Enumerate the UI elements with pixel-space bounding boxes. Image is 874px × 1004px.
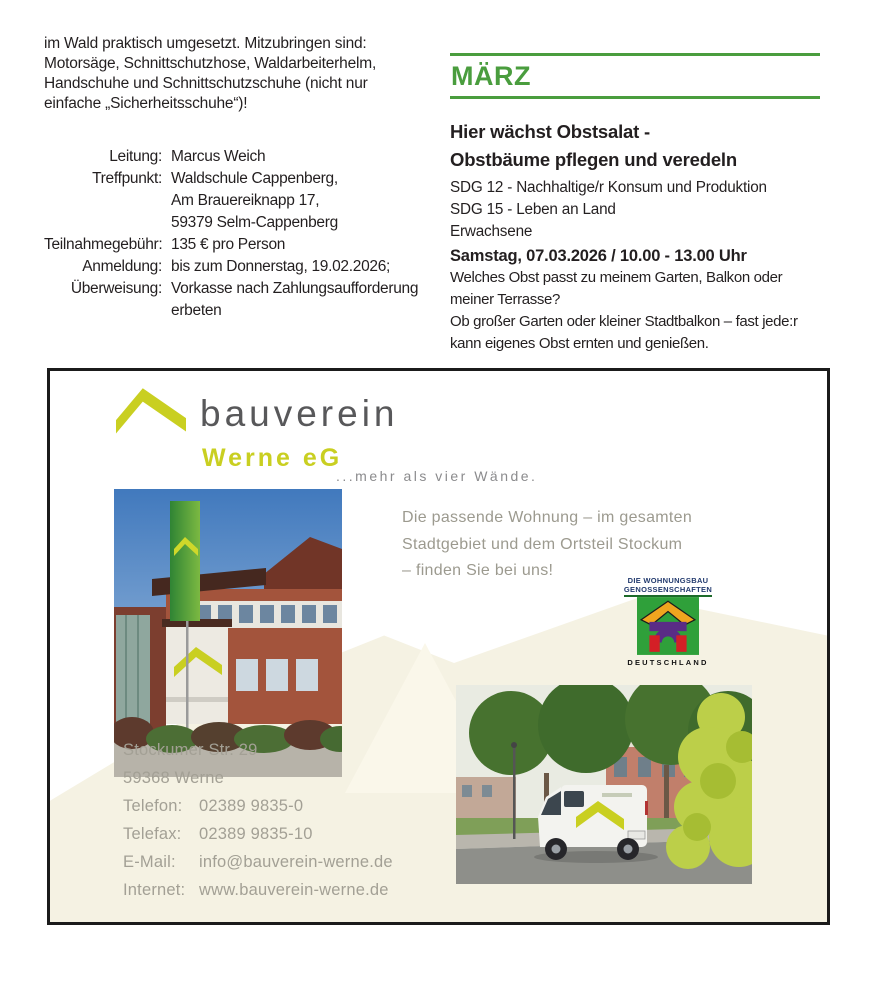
event-title <box>450 118 824 174</box>
detail-value: Marcus Weich <box>171 148 266 165</box>
month-heading: MÄRZ <box>451 61 531 91</box>
ad-contact-block <box>123 736 393 904</box>
ad-tagline-line: – finden Sie bei uns! <box>402 562 554 579</box>
detail-value: bis zum Donnerstag, 19.02.2026; <box>171 258 391 275</box>
wb-logo-line2: GENOSSENSCHAFTEN <box>616 585 720 594</box>
ad-address <box>123 736 393 792</box>
contact-value: 02389 9835-10 <box>199 825 313 843</box>
detail-label: Treffpunkt: <box>92 170 162 187</box>
ad-tagline-line: Die passende Wohnung – im gesamten <box>402 509 693 526</box>
contact-row <box>123 792 393 820</box>
event-description-line: kann eigenes Obst ernten und genießen. <box>450 335 709 352</box>
event-entry <box>450 118 824 355</box>
contact-label: Internet: <box>123 881 186 899</box>
contact-value: www.bauverein-werne.de <box>199 881 389 899</box>
event-title-line: Obstbäume pflegen und veredeln <box>450 149 737 170</box>
intro-paragraph <box>44 34 442 114</box>
right-column <box>450 0 824 355</box>
intro-line: im Wald praktisch umgesetzt. Mitzubringen sind: <box>44 35 367 52</box>
contact-row <box>123 820 393 848</box>
detail-row <box>44 256 442 278</box>
intro-line: Handschuhe und Schnittschutzschuhe (nicht nur <box>44 75 368 92</box>
detail-label: Überweisung: <box>70 280 162 297</box>
service-van-photo <box>456 685 752 884</box>
ad-address-line: Stockumer Str. 29 <box>123 741 258 759</box>
office-building-photo <box>114 489 342 777</box>
detail-label: Anmeldung: <box>82 258 162 275</box>
ad-contact-rows <box>123 792 393 904</box>
wb-logo-line1: DIE WOHNUNGSBAU <box>627 576 709 585</box>
event-title-line: Hier wächst Obstsalat - <box>450 121 650 142</box>
wb-logo-line3: DEUTSCHLAND <box>627 658 709 667</box>
green-rule-bottom <box>450 96 820 99</box>
brand-slogan: ...mehr als vier Wände. <box>336 468 538 484</box>
brand-subname: Werne eG <box>202 444 343 472</box>
event-meta-line: SDG 12 - Nachhaltige/r Konsum und Produktion <box>450 179 767 196</box>
event-meta <box>450 177 824 243</box>
bauverein-roof-icon <box>116 388 186 442</box>
wohnungsbau-genossenschaften-logo <box>616 576 720 667</box>
contact-value: 02389 9835-0 <box>199 797 304 815</box>
contact-label: E-Mail: <box>123 853 176 871</box>
brand-name: bauverein <box>200 393 399 434</box>
intro-line: Motorsäge, Schnittschutzhose, Waldarbeiterhelm, <box>44 55 377 72</box>
contact-label: Telefon: <box>123 797 183 815</box>
detail-label: Leitung: <box>109 148 162 165</box>
event-datetime: Samstag, 07.03.2026 / 10.00 - 13.00 Uhr <box>450 247 747 265</box>
event-meta-line: SDG 15 - Leben an Land <box>450 201 616 218</box>
detail-value: Waldschule Cappenberg, Am Brauereiknapp 17, 59379 Selm-Cappenberg <box>171 170 338 231</box>
wb-logo-arch-icon <box>637 597 699 655</box>
detail-value: Vorkasse nach Zahlungsaufforderung erbeten <box>171 280 419 319</box>
ad-tagline <box>402 505 692 585</box>
ad-tagline-line: Stadtgebiet und dem Ortsteil Stockum <box>402 535 683 553</box>
detail-label: Teilnahmegebühr: <box>44 236 163 253</box>
event-description-line: meiner Terrasse? <box>450 291 561 308</box>
event-meta-line: Erwachsene <box>450 223 533 240</box>
detail-value: 135 € pro Person <box>171 236 286 253</box>
event-details-list <box>44 146 442 322</box>
event-description-line: Ob großer Garten oder kleiner Stadtbalkon – fast jede:r <box>450 313 798 330</box>
contact-row <box>123 848 393 876</box>
bauverein-advertisement <box>47 368 830 925</box>
left-column <box>44 34 442 322</box>
detail-row <box>44 278 442 322</box>
detail-row <box>44 234 442 256</box>
contact-row <box>123 876 393 904</box>
ad-address-line: 59368 Werne <box>123 769 224 787</box>
detail-row <box>44 146 442 168</box>
event-description-line: Welches Obst passt zu meinem Garten, Balkon oder <box>450 269 783 286</box>
event-description <box>450 267 824 355</box>
intro-line: einfache „Sicherheitsschuhe“)! <box>44 95 248 112</box>
detail-row <box>44 168 442 234</box>
contact-label: Telefax: <box>123 825 182 843</box>
contact-value: info@bauverein-werne.de <box>199 853 393 871</box>
